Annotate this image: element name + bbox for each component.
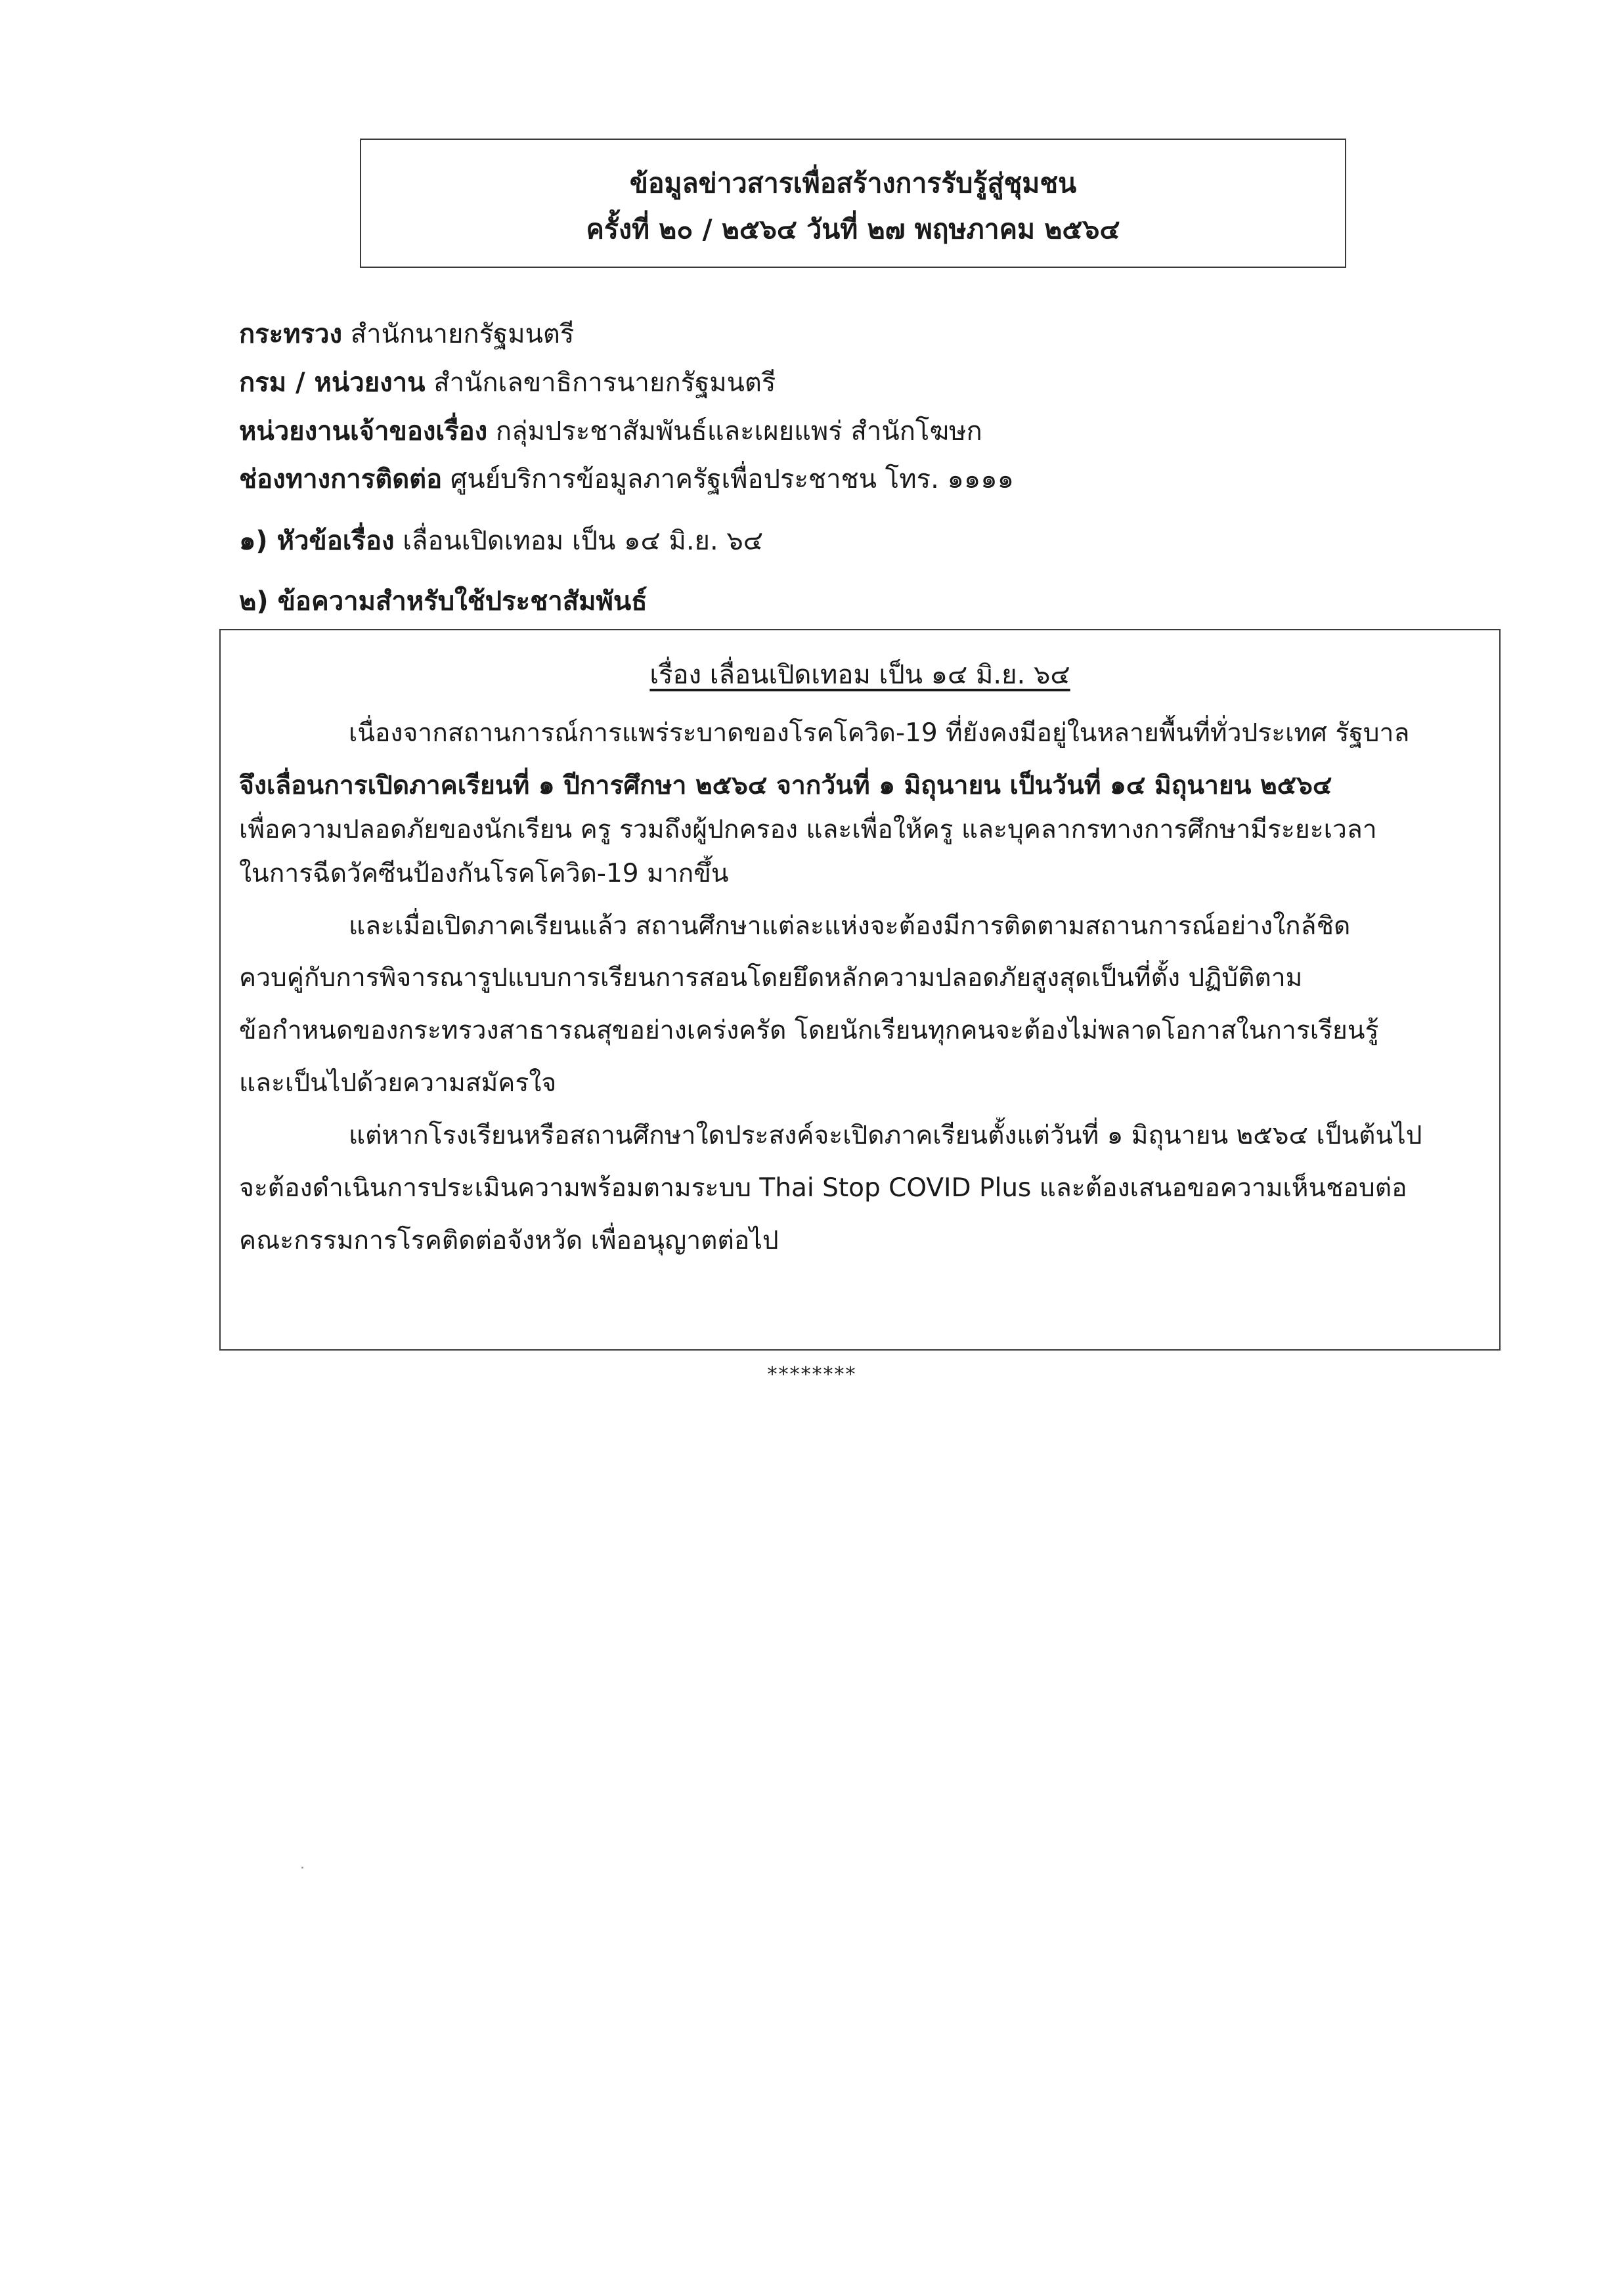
paragraph-2-line-4: และเป็นไปด้วยความสมัครใจ <box>239 1068 557 1098</box>
item-topic-label: ๑) หัวข้อเรื่อง <box>239 526 395 556</box>
item-topic-value: เลื่อนเปิดเทอม เป็น ๑๔ มิ.ย. ๖๔ <box>394 526 764 556</box>
info-department <box>239 364 776 401</box>
info-contact-value: ศูนย์บริการข้อมูลภาครัฐเพื่อประชาชน โทร. ๑๑๑๑ <box>442 464 1015 494</box>
info-ministry-value: สำนักนายกรัฐมนตรี <box>342 319 575 349</box>
scan-speck <box>301 1867 303 1869</box>
header-issue-date: ครั้งที่ ๒๐ / ๒๕๖๔ วันที่ ๒๗ พฤษภาคม ๒๕๖๔ <box>586 213 1120 245</box>
info-owner-value: กลุ่มประชาสัมพันธ์และเผยแพร่ สำนักโฆษก <box>487 416 982 446</box>
paragraph-1-line-2: จึงเลื่อนการเปิดภาคเรียนที่ ๑ ปีการศึกษา ๒๕๖๔ จากวันที่ ๑ มิถุนายน เป็นวันที่ ๑๔ มิถุนายน ๒๕๖๔ <box>239 771 1332 800</box>
info-owner <box>239 413 982 450</box>
item-pr-message <box>239 583 647 620</box>
paragraph-1-line-1: เนื่องจากสถานการณ์การแพร่ระบาดของโรคโควิด-19 ที่ยังคงมีอยู่ในหลายพื้นที่ทั่วประเทศ รัฐบาล <box>349 718 1410 748</box>
content-title-text: เรื่อง เลื่อนเปิดเทอม เป็น ๑๔ มิ.ย. ๖๔ <box>649 660 1070 690</box>
paragraph-2-line-1: และเมื่อเปิดภาคเรียนแล้ว สถานศึกษาแต่ละแห่งจะต้องมีการติดตามสถานการณ์อย่างใกล้ชิด <box>349 911 1351 941</box>
info-contact <box>239 461 1014 498</box>
info-contact-label: ช่องทางการติดต่อ <box>239 464 443 494</box>
header-box <box>360 139 1346 268</box>
header-title: ข้อมูลข่าวสารเพื่อสร้างการรับรู้สู่ชุมชน <box>629 167 1077 199</box>
paragraph-1-line-4: ในการฉีดวัคซีนป้องกันโรคโควิด-19 มากขึ้น <box>239 859 729 888</box>
paragraph-2-line-3: ข้อกำหนดของกระทรวงสาธารณสุขอย่างเคร่งครัด โดยนักเรียนทุกคนจะต้องไม่พลาดโอกาสในการเรียนรู้ <box>239 1016 1379 1045</box>
paragraph-3-line-2: จะต้องดำเนินการประเมินความพร้อมตามระบบ Thai Stop COVID Plus และต้องเสนอขอความเห็นชอบต่อ <box>239 1173 1407 1203</box>
item-pr-message-label: ๒) ข้อความสำหรับใช้ประชาสัมพันธ์ <box>239 586 647 617</box>
info-ministry <box>239 316 574 353</box>
info-ministry-label: กระทรวง <box>239 319 343 349</box>
paragraph-2-line-2: ควบคู่กับการพิจารณารูปแบบการเรียนการสอนโดยยึดหลักความปลอดภัยสูงสุดเป็นที่ตั้ง ปฏิบัติตาม <box>239 963 1303 993</box>
content-box <box>219 629 1501 1351</box>
content-title <box>221 657 1499 693</box>
info-department-label: กรม / หน่วยงาน <box>239 368 426 398</box>
info-department-value: สำนักเลขาธิการนายกรัฐมนตรี <box>425 368 776 398</box>
paragraph-1-line-3: เพื่อความปลอดภัยของนักเรียน ครู รวมถึงผู้ปกครอง และเพื่อให้ครู และบุคลากรทางการศึกษามีระยะเวลา <box>239 815 1377 844</box>
item-topic <box>239 523 763 559</box>
end-separator: ******** <box>767 1363 857 1386</box>
paragraph-3-line-1: แต่หากโรงเรียนหรือสถานศึกษาใดประสงค์จะเปิดภาคเรียนตั้งแต่วันที่ ๑ มิถุนายน ๒๕๖๔ เป็นต้นไป <box>349 1121 1422 1150</box>
info-owner-label: หน่วยงานเจ้าของเรื่อง <box>239 416 488 446</box>
paragraph-3-line-3: คณะกรรมการโรคติดต่อจังหวัด เพื่ออนุญาตต่อไป <box>239 1226 779 1255</box>
